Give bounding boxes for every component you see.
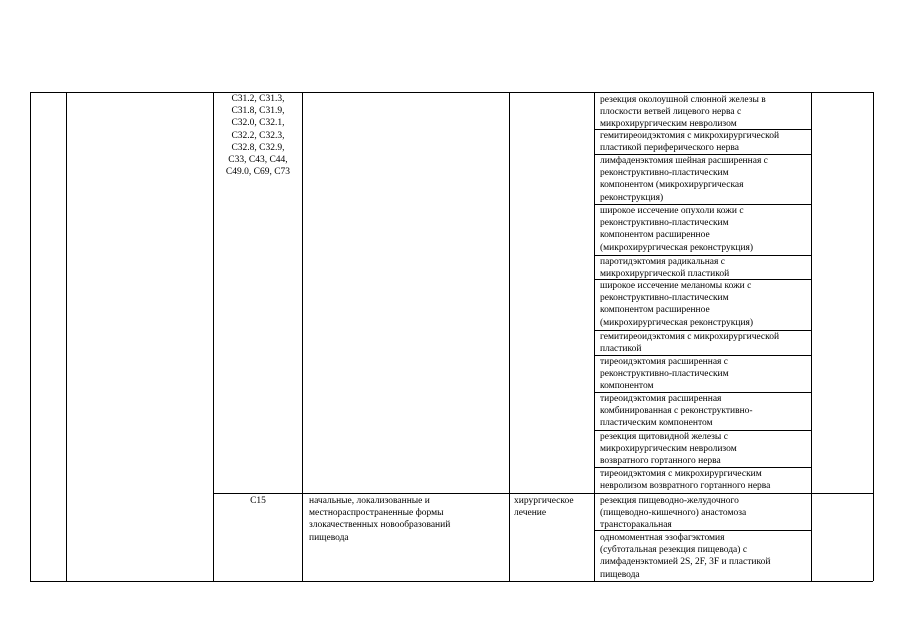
- diagnosis-text: начальные, локализованные и местнораспространенные формы злокачественных новообразований пищевода: [309, 496, 451, 543]
- icd-codes: C15: [250, 496, 266, 506]
- treatment-type-text: хирургическое лечение: [514, 496, 574, 519]
- method-text: одномоментная эзофагэктомия (субтотальная резекция пищевода) с лимфаденэктомией 2S, 2F, 3F и пластикой пищевода: [600, 533, 771, 580]
- method-text: тиреоидэктомия расширенная с реконструктивно-пластическим компонентом: [600, 357, 729, 392]
- method-text: гемитиреоидэктомия с микрохирургической пластикой периферического нерва: [600, 131, 780, 154]
- method-text: резекция пищеводно-желудочного (пищеводно-кишечного) анастомоза трансторакальная: [600, 496, 747, 531]
- table-top-border: [30, 92, 873, 93]
- column-border: [66, 92, 67, 581]
- column-border: [594, 92, 595, 581]
- column-border: [30, 92, 31, 581]
- method-text: тиреоидэктомия с микрохирургическим невролизом возвратного гортанного нерва: [600, 469, 771, 492]
- method-text: резекция щитовидной железы с микрохирургическим невролизом возвратного гортанного нерва: [600, 432, 737, 467]
- method-text: тиреоидэктомия расширенная комбинированная с реконструктивно- пластическим компонентом: [600, 394, 753, 429]
- column-border: [302, 92, 303, 581]
- method-text: лимфаденэктомия шейная расширенная с реконструктивно-пластическим компонентом (микрохирургическая реконструкция): [600, 156, 768, 203]
- method-text: паротидэктомия радикальная с микрохирургической пластикой: [600, 257, 730, 280]
- method-text: гемитиреоидэктомия с микрохирургической пластикой: [600, 332, 780, 355]
- method-text: резекция околоушной слюнной железы в плоскости ветвей лицевого нерва с микрохирургическим невролизом: [600, 95, 766, 130]
- column-border: [509, 92, 510, 581]
- row-separator: [213, 493, 873, 494]
- method-text: широкое иссечение меланомы кожи с реконструктивно-пластическим компонентом расширенное (микрохирургическая реконструкция): [600, 281, 754, 328]
- icd-codes: C31.2, C31.3, C31.8, C31.9, C32.0, C32.1, C32.2, C32.3, C32.8, C32.9, C33, C43, C44, C49.0, C69, C73: [225, 94, 291, 178]
- method-text: широкое иссечение опухоли кожи с реконструктивно-пластическим компонентом расширенное (микрохирургическая реконструкция): [600, 206, 754, 253]
- table-bottom-border: [30, 581, 873, 582]
- column-border: [873, 92, 874, 581]
